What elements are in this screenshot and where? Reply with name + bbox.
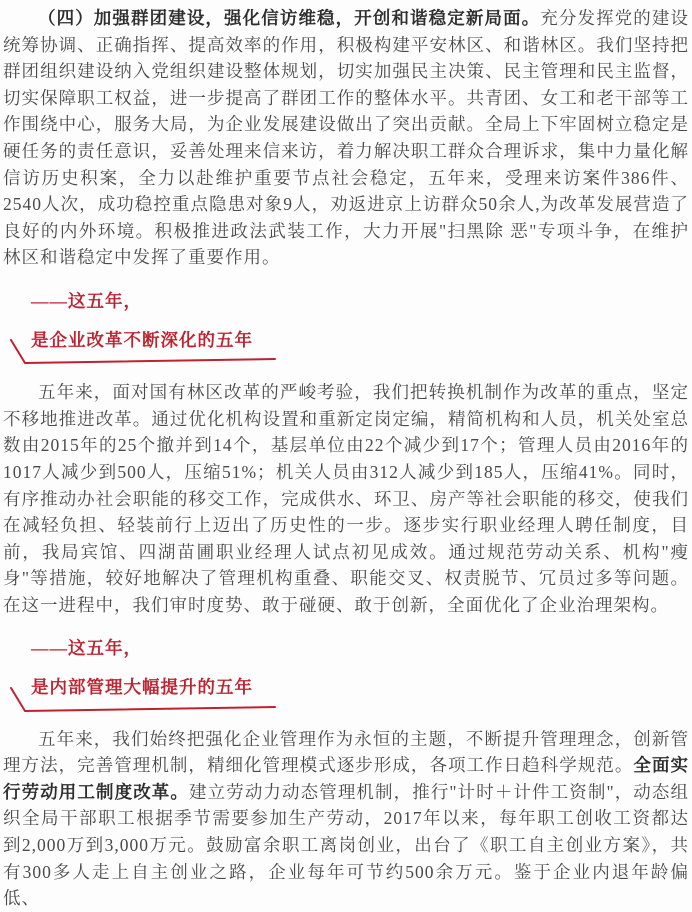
paragraph-group-building [3,5,689,271]
paragraph-body-text: 建立劳动力动态管理机制，推行"计时＋计件工资制"，动态组织全局干部职工根据季节需要参加生产劳动，2017年以来，每年职工创收工资都达到2,000万到3,000万元。鼓励富余职工离岗创业，出台了《职工自主创业方案》，共有300多人走上自主创业之路，企业每年可节约500余万元。鉴于企业内退年龄偏低、 [3,781,690,909]
heading-dash-line: ——这五年， [31,290,142,311]
section-heading-internal-management [3,635,689,700]
heading-title: 是内部管理大幅提升的五年 [31,677,253,698]
heading-title: 是企业改革不断深化的五年 [31,329,253,350]
heading-title-wrap [3,674,689,701]
paragraph-mid-bold: 全面实行劳动用工制度改革。 [3,755,690,802]
heading-title-wrap [3,327,689,354]
paragraph-body-text: 充分发挥党的建设统筹协调、正确指挥、提高效率的作用，积极构建平安林区、和谐林区。我们坚持把群团组织建设纳入党组织建设整体规划，切实加强民主决策、民主管理和民主监督，切实保障职工权益，进一步提高了群团工作的整体水平。共青团、女工和老干部等工作围绕中心，服务大局，为企业发展建设做出了突出贡献。全局上下牢固树立稳定是硬任务的责任意识，妥善处理来信来访，着力解决职工群众合理诉求，集中力量化解信访历史积案，全力以赴维护重要节点社会稳定，五年来，受理来访案件386件、2540人次，成功稳控重点隐患对象9人，劝返进京上访群众50余人,为改革发展营造了良好的内外环境。积极推进政法武装工作，大力开展"扫黑除 恶"专项斗争，在维护林区和谐稳定中发挥了重要作用。 [3,8,690,268]
paragraph-lead-bold: （四）加强群团建设，强化信访维稳，开创和谐稳定新局面。 [38,8,541,28]
paragraph-body-text: 五年来，我们始终把强化企业管理作为永恒的主题，不断提升管理理念，创新管理方法，完善管理机制，精细化管理模式逐步形成，各项工作日趋科学规范。 [3,728,689,776]
paragraph-management-details [3,726,689,912]
paragraph-reform-details [3,379,689,618]
section-heading-enterprise-reform [3,288,689,353]
paragraph-body-text: 五年来，面对国有林区改革的严峻考验，我们把转换机制作为改革的重点，坚定不移地推进改革。通过优化机构设置和重新定岗定编，精简机构和人员，机关处室总数由2015年的25个撤并到14个，基层单位由22个减少到17个；管理人员由2016年的1017人减少到500人，压缩51%；机关人员由312人减少到185人，压缩41%。同时，有序推动办社会职能的移交工作，完成供水、环卫、房产等社会职能的移交，使我们在减轻负担、轻装前行上迈出了历史性的一步。逐步实行职业经理人聘任制度，目前，我局宾馆、四湖苗圃职业经理人试点初见成效。通过规范劳动关系、机构"瘦身"等措施，较好地解决了管理机构重叠、职能交叉、权责脱节、冗员过多等问题。在这一进程中，我们审时度势、敢于碰硬、敢于创新，全面优化了企业治理架构。 [3,382,689,615]
heading-dash-line: ——这五年， [31,638,142,659]
